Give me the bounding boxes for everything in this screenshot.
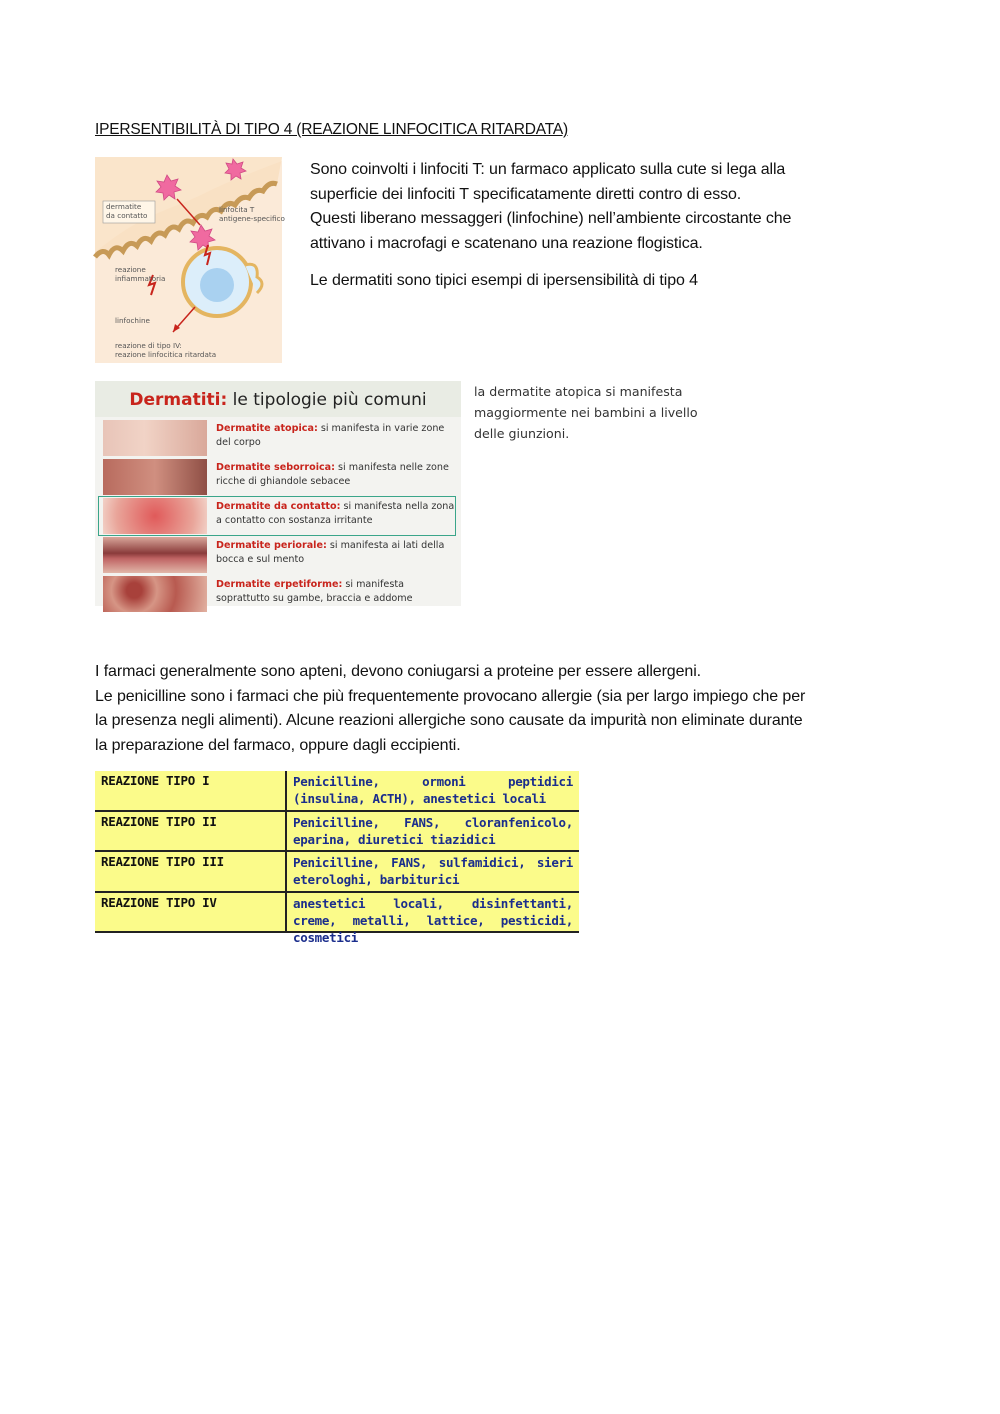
- label-t-lymphocyte: linfocita T antigene-specifico: [219, 205, 285, 223]
- dermatitis-text: [216, 422, 456, 449]
- body-line: I farmaci generalmente sono apteni, devono coniugarsi a proteine per essere allergeni.: [95, 663, 701, 680]
- body-line: la preparazione del farmaco, oppure dagli eccipienti.: [95, 736, 461, 754]
- dermatitis-row: [95, 536, 461, 575]
- reaction-type: REAZIONE TIPO I: [101, 773, 210, 788]
- dermatitis-name: Dermatite seborroica:: [216, 462, 335, 473]
- dermatitis-name: Dermatite periorale:: [216, 540, 327, 551]
- dermatitis-row: [95, 458, 461, 497]
- side-note-line: maggiormente nei bambini a livello: [474, 405, 698, 420]
- dermatitis-name: Dermatite atopica:: [216, 423, 318, 434]
- reaction-type: REAZIONE TIPO III: [101, 854, 224, 869]
- side-note-line: la dermatite atopica si manifesta: [474, 384, 683, 399]
- dermatitis-desc: si manifesta in varie zone del corpo: [216, 423, 445, 448]
- reaction-row: [95, 893, 579, 945]
- label-inflammatory-reaction: reazione infiammatoria: [115, 265, 166, 283]
- reactions-table: [95, 771, 579, 945]
- diagram-illustration: [95, 157, 282, 363]
- reaction-type: REAZIONE TIPO IV: [101, 894, 217, 910]
- label-caption: reazione di tipo IV: reazione linfocitica ritardata: [115, 341, 217, 359]
- dermatitis-name: Dermatite da contatto:: [216, 501, 341, 512]
- dermatitis-photo: [103, 576, 207, 612]
- dermatitis-text: [216, 578, 456, 605]
- label-lymphokines: linfochine: [115, 316, 150, 325]
- reaction-row: [95, 812, 579, 853]
- dermatitis-title: [95, 381, 461, 417]
- dermatitis-desc: si manifesta nelle zone ricche di ghiandole sebacee: [216, 462, 449, 487]
- reaction-drugs: Penicilline, ormoni peptidici (insulina, ACTH), anestetici locali: [293, 774, 573, 806]
- contact-dermatitis-highlight: [98, 496, 456, 536]
- reaction-type: REAZIONE TIPO II: [101, 813, 217, 829]
- intro-line: attivano i macrofagi e scatenano una reazione flogistica.: [310, 234, 703, 252]
- dermatitis-title-red: Dermatiti:: [129, 390, 228, 410]
- intro-line: Sono coinvolti i linfociti T: un farmaco applicato sulla cute si lega alla: [310, 161, 786, 178]
- atopic-side-note: [474, 381, 724, 444]
- intro-line: superficie dei linfociti T specificatamente diretti contro di esso.: [310, 185, 742, 203]
- dermatitis-desc: si manifesta nella zona a contatto con sostanza irritante: [216, 501, 455, 526]
- dermatitis-photo: [103, 420, 207, 456]
- dermatitis-photo: [103, 459, 207, 495]
- reaction-drugs: anestetici locali, disinfettanti, creme, metalli, lattice, pesticidi, cosmetici: [293, 895, 573, 945]
- side-note-line: delle giunzioni.: [474, 426, 570, 441]
- reaction-drugs: Penicilline, FANS, sulfamidici, sieri eterologhi, barbiturici: [293, 855, 573, 887]
- dermatitis-text: [216, 461, 456, 488]
- type-iv-diagram: [95, 157, 285, 363]
- dermatitis-photo: [103, 537, 207, 573]
- reaction-row: [95, 771, 579, 812]
- dermatitis-text: [216, 539, 456, 566]
- intro-line: Questi liberano messaggeri (linfochine) nell’ambiente circostante che: [310, 210, 792, 227]
- dermatitis-row: [95, 575, 461, 614]
- dermatitis-title-rest: le tipologie più comuni: [227, 390, 427, 410]
- reaction-row: [95, 852, 579, 893]
- body-paragraph: [95, 660, 915, 758]
- label-contact-dermatitis: dermatite da contatto: [106, 202, 148, 220]
- dermatitis-types-figure: [95, 381, 461, 606]
- dermatitis-desc: si manifesta soprattutto su gambe, braccia e addome: [216, 579, 413, 604]
- reaction-drugs: Penicilline, FANS, cloranfenicolo, eparina, diuretici tiazidici: [293, 814, 573, 847]
- intro-note: Le dermatiti sono tipici esempi di ipersensibilità di tipo 4: [310, 272, 698, 289]
- body-line: Le penicilline sono i farmaci che più frequentemente provocano allergie (sia per largo impiego che per: [95, 687, 806, 705]
- body-line: la presenza negli alimenti). Alcune reazioni allergiche sono causate da impurità non eliminate durante: [95, 712, 803, 729]
- dermatitis-name: Dermatite erpetiforme:: [216, 579, 343, 590]
- intro-paragraph: [310, 158, 910, 256]
- page-heading: IPERSENTIBILITÀ DI TIPO 4 (REAZIONE LINFOCITICA RITARDATA): [95, 121, 568, 138]
- dermatitis-desc: si manifesta ai lati della bocca e sul mento: [216, 540, 445, 565]
- table-column-divider: [285, 771, 287, 933]
- dermatitis-row: [95, 419, 461, 458]
